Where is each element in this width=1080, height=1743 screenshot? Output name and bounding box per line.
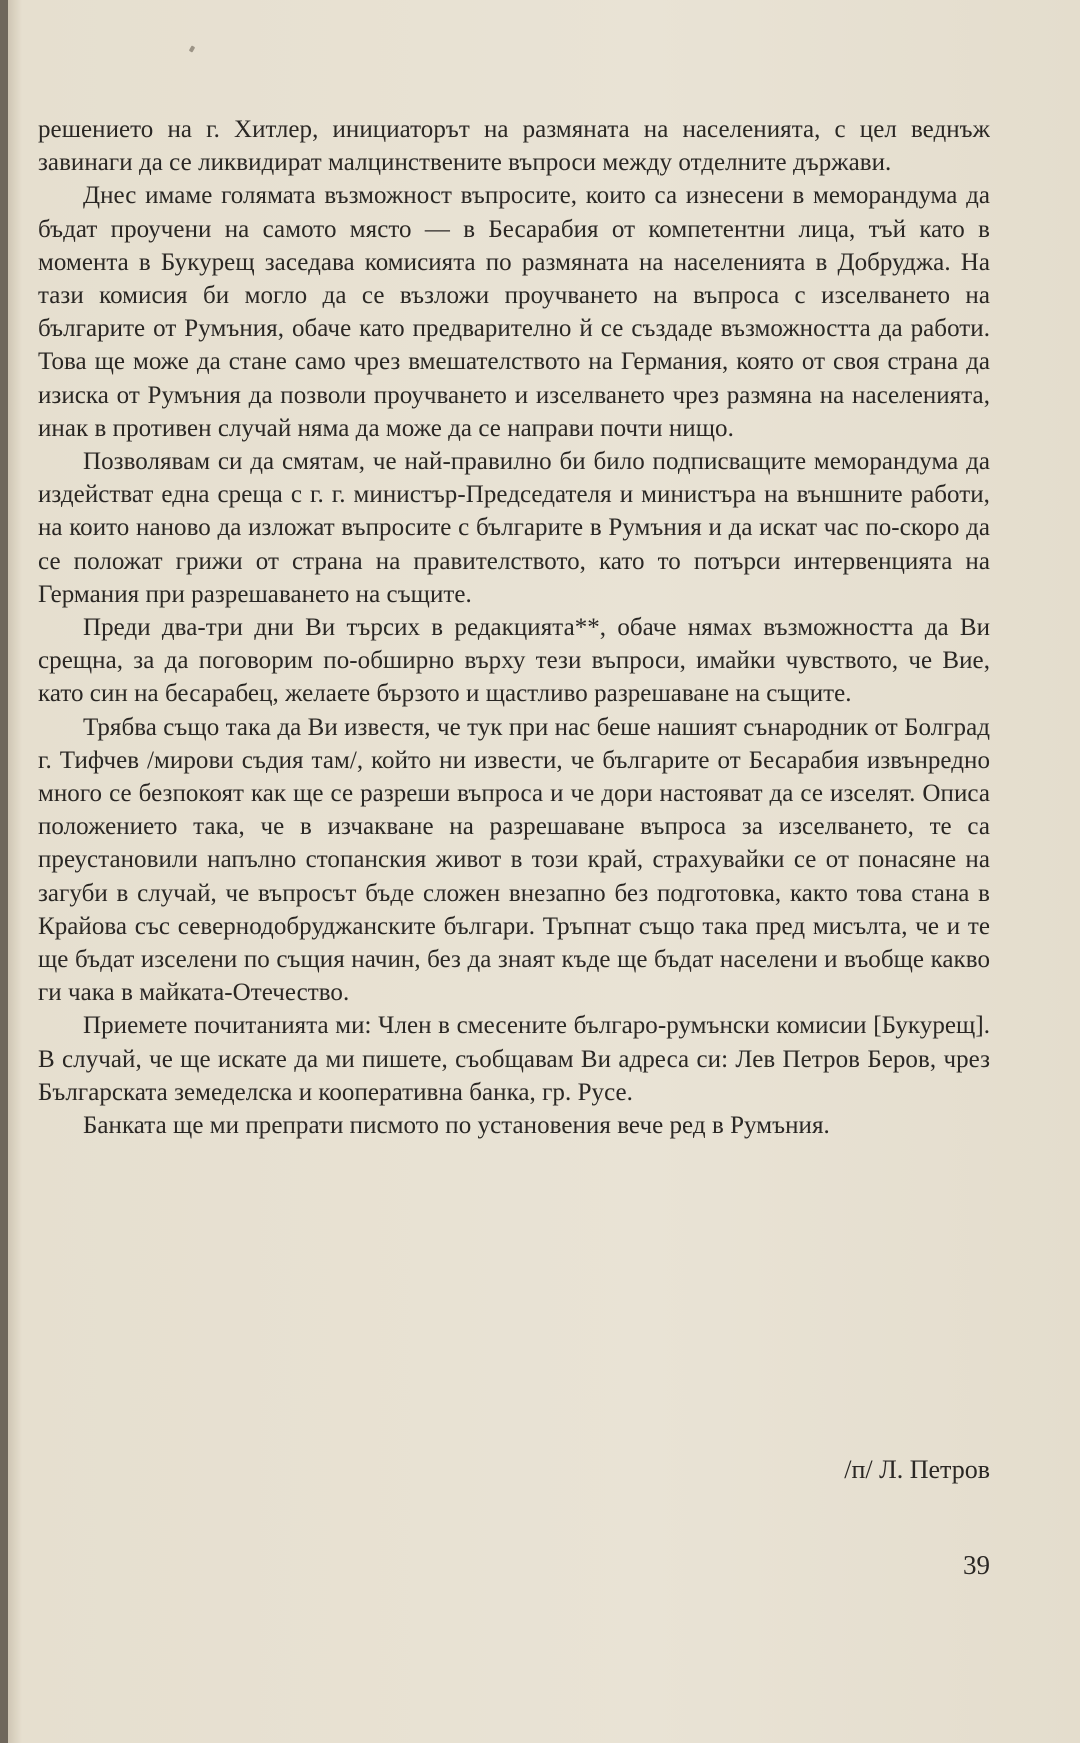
paragraph-1: решението на г. Хитлер, инициаторът на размяната на населенията, с цел веднъж завинаги да се ликвидират малцинствените въпроси между отделните държави. [38,116,990,177]
paragraph-2: Днес имаме голямата възможност въпросите, които са изнесени в меморандума да бъдат проучени на самото място — в Бесарабия от компетентни лица, тъй като в момента в Букурещ заседава комисията по размяната на населенията в Добруджа. На тази комисия би могло да се възложи проучването на въпроса с изселването на българите от Румъния, обаче като предварително й се създаде възможността да работи. Това ще може да стане само чрез вмешателството на Германия, която от своя страна да изиска от Румъния да позволи проучването и изселването чрез размяна на населенията, инак в противен случай няма да може да се направи почти нищо. [38,182,990,442]
paragraph-5: Трябва също така да Ви известя, че тук при нас беше нашият сънародник от Болград г. Тифчев /мирови съдия там/, който ни извести, че българите от Бесарабия извънредно много се безпокоят как ще се разреши въпроса и че дори настояват да се изселят. Описа положението така, че в изчакване на разрешаване въпроса за изселването, те са преустановили напълно стопанския живот в този край, страхувайки се от понасяне на загуби в случай, че въпросът бъде сложен внезапно без подготовка, както това стана в Крайова със севернодобруджанските българи. Тръпнат също така пред мисълта, че и те ще бъдат изселени по същия начин, без да знаят къде ще бъдат населени и въобще какво ги чака в майката-Отечество. [38,713,990,1007]
paper-speck [189,45,195,52]
binding-shadow [0,0,8,1743]
paragraph-6: Приемете почитанията ми: Член в смесените българо-румънски комисии [Букурещ]. В случай, че ще искате да ми пишете, съобщавам Ви адреса си: Лев Петров Беров, чрез Българската земеделска и кооперативна банка, гр. Русе. [38,1012,990,1106]
paragraph-3: Позволявам си да смятам, че най-правилно би било подписващите меморандума да издействат една среща с г. г. министър-Председателя и министъра на външните работи, на които наново да изложат въпросите с българите в Румъния и да искат час по-скоро да се положат грижи от страна на правителството, като то потърси интервенцията на Германия при разрешаването на същите. [38,448,990,608]
letter-body [38,113,990,1142]
paragraph-7: Банката ще ми препрати писмото по установения вече ред в Румъния. [83,1112,830,1140]
paragraph-4: Преди два-три дни Ви търсих в редакцията**, обаче нямах възможността да Ви срещна, за да поговорим по-обширно върху тези въпроси, имайки чувството, че Вие, като син на бесарабец, желаете бързото и щастливо разрешаване на същите. [38,614,990,708]
page-number: 39 [963,1550,990,1580]
signature: /п/ Л. Петров [844,1455,990,1484]
